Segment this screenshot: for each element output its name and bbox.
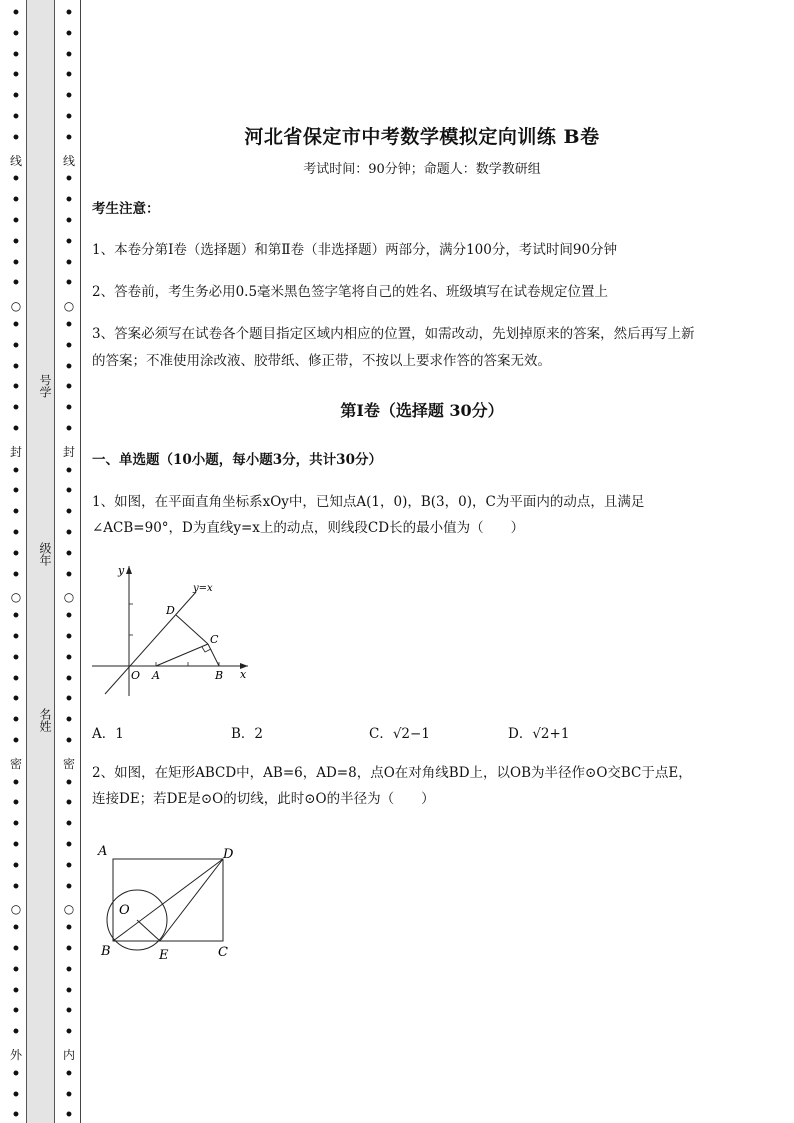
seal-dot: • xyxy=(11,525,21,541)
seal-label: 线 xyxy=(9,153,22,168)
seal-dot: • xyxy=(64,545,74,562)
seal-dot: • xyxy=(64,129,74,146)
seal-circle: ○ xyxy=(63,590,75,605)
q1-text-line2: ∠ACB=90°，D为直线y=x上的动点，则线段CD长的最小值为（ ） xyxy=(92,520,525,536)
note-3: 3、答案必须写在试卷各个题目指定区域内相应的位置，如需改动，先划掉原来的答案，然后再写上新 xyxy=(92,326,695,342)
seal-dot: • xyxy=(11,608,21,625)
segment-ac xyxy=(156,644,208,666)
seal-dot: • xyxy=(11,67,21,84)
seal-dot: • xyxy=(64,795,74,812)
seal-dot: • xyxy=(11,192,21,209)
seal-dot: • xyxy=(64,233,74,250)
seal-circle: ○ xyxy=(10,299,22,314)
seal-dot: • xyxy=(11,795,21,812)
note-1: 1、本卷分第I卷（选择题）和第Ⅱ卷（非选择题）两部分，满分100分，考试时间90分钟 xyxy=(92,242,618,258)
seal-dot: • xyxy=(11,982,21,999)
seal-circle: ○ xyxy=(63,299,75,314)
seal-dot: • xyxy=(64,275,74,292)
inner-seal-column xyxy=(61,0,77,1123)
seal-dot: • xyxy=(64,878,74,895)
seal-dot: • xyxy=(11,1107,21,1123)
seal-dot: • xyxy=(11,379,21,396)
q2-figure xyxy=(90,838,250,968)
seal-dot: • xyxy=(64,649,74,666)
seal-dot: • xyxy=(11,25,21,42)
seal-dot: • xyxy=(64,733,74,749)
label-c: C xyxy=(218,945,228,960)
exam-subtitle: 考试时间：90分钟；命题人：数学教研组 xyxy=(303,162,541,177)
seal-dot: • xyxy=(64,192,74,209)
seal-dot: • xyxy=(11,254,21,271)
seal-dot: • xyxy=(11,670,21,687)
seal-dot: • xyxy=(64,337,74,354)
seal-dot: • xyxy=(11,961,21,978)
seal-circle: ○ xyxy=(10,902,22,917)
seal-dot: • xyxy=(64,5,74,21)
seal-dot: • xyxy=(64,1086,74,1103)
seal-dot: • xyxy=(64,25,74,42)
seal-dot: • xyxy=(11,171,21,188)
q1-text-line1: 1、如图，在平面直角坐标系xOy中，已知点A(1，0)，B(3，0)，C为平面内的动点，且满足 xyxy=(92,494,645,510)
seal-dot: • xyxy=(11,691,21,708)
seal-dot: • xyxy=(11,129,21,146)
q1-choice-a[interactable]: A．1 xyxy=(92,726,124,742)
seal-dot: • xyxy=(64,608,74,625)
seal-dot: • xyxy=(11,1003,21,1020)
seal-circle: ○ xyxy=(10,590,22,605)
radius-oe xyxy=(137,920,160,941)
seal-dot: • xyxy=(64,920,74,937)
seal-label: 封 xyxy=(62,444,75,459)
q2-text-line2: 连接DE；若DE是⊙O的切线，此时⊙O的半径为（ ） xyxy=(92,791,435,807)
seal-label: 密 xyxy=(9,756,22,771)
seal-dot: • xyxy=(64,961,74,978)
seal-dot: • xyxy=(64,1107,74,1123)
seal-label: 内 xyxy=(62,1048,75,1062)
seal-dot: • xyxy=(11,649,21,666)
label-d: D xyxy=(223,847,234,862)
seal-dot: • xyxy=(64,525,74,541)
seal-dot: • xyxy=(64,691,74,708)
seal-dot: • xyxy=(11,400,21,417)
seal-dot: • xyxy=(64,857,74,874)
seal-dot: • xyxy=(64,171,74,188)
seal-dot: • xyxy=(64,1065,74,1082)
seal-dot: • xyxy=(11,337,21,354)
seal-dot: • xyxy=(64,629,74,645)
seal-dot: • xyxy=(11,233,21,250)
diagonal-bd xyxy=(113,859,223,941)
seal-dot: • xyxy=(64,566,74,583)
outer-seal-column xyxy=(8,0,24,1123)
seal-dot: • xyxy=(11,462,21,479)
note-2: 2、答卷前，考生务必用0.5毫米黑色签字笔将自己的姓名、班级填写在试卷规定位置上 xyxy=(92,284,609,300)
seal-dot: • xyxy=(11,504,21,521)
seal-dot: • xyxy=(64,109,74,125)
field-student-id: 号学 xyxy=(38,374,52,398)
section-title: 第I卷（选择题 30分） xyxy=(340,401,504,420)
note-3-cont: 的答案；不准使用涂改液、胶带纸、修正带，不按以上要求作答的答案无效。 xyxy=(92,353,551,369)
seal-dot: • xyxy=(64,504,74,521)
seal-dot: • xyxy=(11,317,21,333)
seal-dot: • xyxy=(11,358,21,375)
seal-dot: • xyxy=(11,941,21,957)
seal-dot: • xyxy=(64,400,74,417)
q1-figure xyxy=(90,560,260,700)
seal-dot: • xyxy=(11,857,21,874)
seal-dot: • xyxy=(11,5,21,21)
seal-dot: • xyxy=(64,1003,74,1020)
seal-dot: • xyxy=(64,67,74,84)
label-d: D xyxy=(166,604,175,617)
label-b: B xyxy=(215,669,224,682)
field-grade: 级年 xyxy=(38,542,52,566)
seal-dot: • xyxy=(11,816,21,833)
y-axis-arrow xyxy=(126,566,132,574)
seal-dot: • xyxy=(11,1086,21,1103)
label-a: A xyxy=(98,844,108,859)
label-y: y xyxy=(118,564,125,577)
binding-margin xyxy=(0,0,85,1123)
seal-dot: • xyxy=(64,88,74,105)
seal-dot: • xyxy=(64,358,74,375)
seal-dot: • xyxy=(11,566,21,583)
seal-dot: • xyxy=(11,109,21,125)
seal-dot: • xyxy=(11,920,21,937)
label-yx: y=x xyxy=(193,583,213,594)
label-b: B xyxy=(101,944,111,959)
line-y-eq-x xyxy=(105,592,196,694)
seal-dot: • xyxy=(64,46,74,63)
seal-dot: • xyxy=(11,88,21,105)
field-name: 名姓 xyxy=(38,708,52,732)
seal-dot: • xyxy=(64,254,74,271)
label-c: C xyxy=(210,633,219,646)
q2-text-line1: 2、如图，在矩形ABCD中，AB=6，AD=8，点O在对角线BD上，以OB为半径作⊙O交BC于点E， xyxy=(92,765,692,781)
q1-choice-c[interactable]: C．√2−1 xyxy=(369,726,430,742)
seal-circle: ○ xyxy=(63,902,75,917)
segment-dc xyxy=(176,615,208,644)
seal-dot: • xyxy=(64,379,74,396)
seal-dot: • xyxy=(64,941,74,957)
seal-dot: • xyxy=(11,1065,21,1082)
seal-dot: • xyxy=(11,712,21,729)
page-title: 河北省保定市中考数学模拟定向训练 B卷 xyxy=(244,126,600,148)
seal-dot: • xyxy=(11,774,21,791)
seal-dot: • xyxy=(64,213,74,229)
seal-label: 线 xyxy=(62,153,75,168)
label-o: O xyxy=(131,669,141,682)
seal-dot: • xyxy=(64,712,74,729)
seal-label: 外 xyxy=(9,1048,22,1062)
seal-dot: • xyxy=(11,545,21,562)
seal-dot: • xyxy=(64,774,74,791)
seal-dot: • xyxy=(64,421,74,437)
seal-dot: • xyxy=(64,837,74,853)
part-heading: 一、单选题（10小题，每小题3分，共计30分） xyxy=(92,452,382,468)
seal-dot: • xyxy=(64,483,74,500)
seal-dot: • xyxy=(64,982,74,999)
seal-label: 封 xyxy=(9,444,22,459)
seal-dot: • xyxy=(64,816,74,833)
q1-choice-b[interactable]: B．2 xyxy=(231,726,264,742)
seal-dot: • xyxy=(11,629,21,645)
notes-heading: 考生注意： xyxy=(92,201,160,217)
seal-dot: • xyxy=(11,46,21,63)
label-o: O xyxy=(119,903,130,918)
seal-dot: • xyxy=(64,317,74,333)
seal-dot: • xyxy=(64,1024,74,1041)
seal-dot: • xyxy=(11,878,21,895)
seal-dot: • xyxy=(64,670,74,687)
seal-label: 密 xyxy=(62,756,75,771)
binding-line xyxy=(80,0,81,1123)
seal-dot: • xyxy=(11,483,21,500)
seal-dot: • xyxy=(11,275,21,292)
q1-choice-d[interactable]: D．√2+1 xyxy=(508,726,570,742)
segment-de xyxy=(160,859,223,941)
label-a: A xyxy=(152,669,160,682)
seal-dot: • xyxy=(11,1024,21,1041)
seal-dot: • xyxy=(11,837,21,853)
seal-dot: • xyxy=(11,733,21,749)
seal-dot: • xyxy=(11,213,21,229)
segment-cb xyxy=(208,644,219,666)
label-x: x xyxy=(240,668,247,681)
seal-dot: • xyxy=(11,421,21,437)
seal-dot: • xyxy=(64,462,74,479)
label-e: E xyxy=(159,948,169,963)
